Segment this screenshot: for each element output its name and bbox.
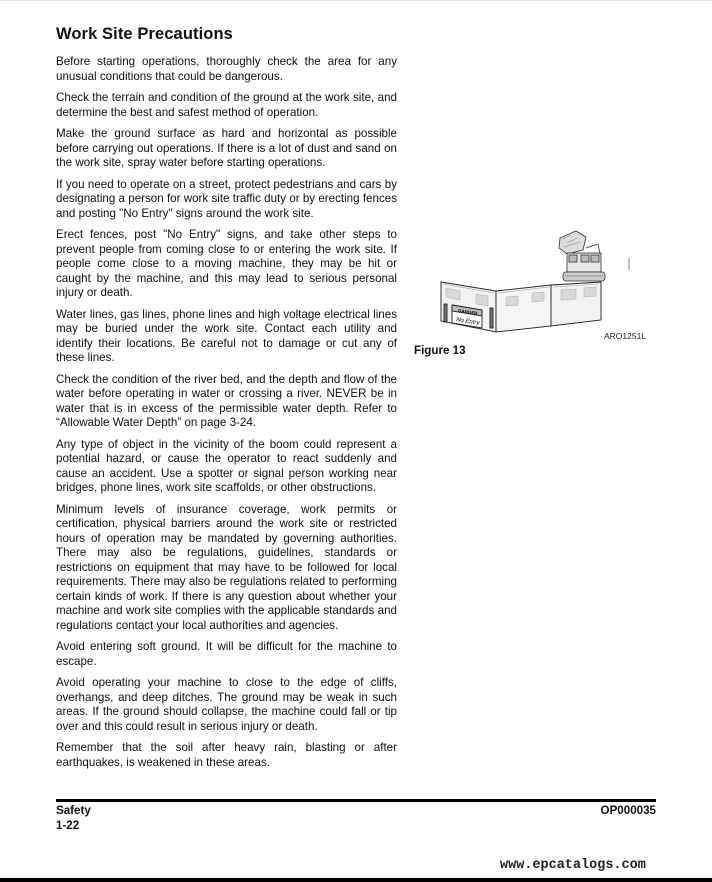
footer-rule bbox=[56, 799, 656, 802]
paragraph: If you need to operate on a street, protect pedestrians and cars by designating a person for work site traffic duty or by erecting fences and posting "No Entry" signs around the work site. bbox=[56, 177, 397, 220]
paragraph: Make the ground surface as hard and horizontal as possible before carrying out operations. If there is a lot of dust and sand on the work site, spray water before starting operations. bbox=[56, 127, 397, 169]
footer-page-number: 1-22 bbox=[56, 819, 80, 832]
paragraph: Avoid entering soft ground. It will be difficult for the machine to escape. bbox=[56, 640, 397, 668]
body-text bbox=[56, 55, 397, 777]
paragraph: Minimum levels of insurance coverage, work permits or certification, physical barriers around the work site or restricted hours of operation may be mandated by governing authorities. There may also be regulations, guidelines, standards or restrictions on equipment that may have to be followed for local requirements. There may also be regulations related to performing certain kinds of work. If there is any question about whether your machine and work site complies with the applicable standards and regulations contact your local authorities and agencies. bbox=[56, 502, 397, 632]
sign-no-entry-label: No Entry bbox=[455, 317, 480, 327]
bottom-border-line bbox=[0, 878, 712, 882]
figure-code: ARO1251L bbox=[604, 331, 647, 341]
excavator-icon bbox=[559, 231, 605, 281]
paragraph: Check the condition of the river bed, and the depth and flow of the water before operating in water or crossing a river. NEVER be in water that is in excess of the permissible water depth. Refer to “Allowable Water Depth” on page 3-24. bbox=[56, 372, 397, 429]
paragraph: Before starting operations, thoroughly check the area for any unusual conditions that could be dangerous. bbox=[56, 55, 397, 83]
paragraph: Any type of object in the vicinity of the boom could represent a potential hazard, or cause the operator to react suddenly and cause an accident. Use a spotter or signal person working near bridges, phone lines, work site scaffolds, or other obstructions. bbox=[56, 437, 397, 494]
fence-icon bbox=[441, 282, 601, 332]
footer-doc-code: OP000035 bbox=[600, 804, 656, 817]
top-border-line bbox=[0, 0, 712, 1]
paragraph: Avoid operating your machine to close to the edge of cliffs, overhangs, and deep ditches. The ground may be weak in such areas. If the ground should collapse, the machine could fall or tip over and this could result in serious injury or death. bbox=[56, 676, 397, 733]
paragraph: Check the terrain and condition of the ground at the work site, and determine the best and safest method of operation. bbox=[56, 91, 397, 119]
paragraph: Remember that the soil after heavy rain, blasting or after earthquakes, is weakened in these areas. bbox=[56, 741, 397, 769]
figure-caption: Figure 13 bbox=[414, 344, 466, 357]
paragraph: Erect fences, post "No Entry" signs, and take other steps to prevent people from coming close to or entering the work site. If people come close to a moving machine, they may be hit or caught by the machine, and this may lead to serious personal injury or death. bbox=[56, 228, 397, 299]
watermark-text: www.epcatalogs.com bbox=[500, 858, 646, 873]
footer-section-name: Safety bbox=[56, 804, 91, 817]
paragraph: Water lines, gas lines, phone lines and high voltage electrical lines may be buried under the work site. Contact each utility and identify their locations. Be careful not to damage or cut any of these lines. bbox=[56, 307, 397, 364]
sign-warning-label: DANGER bbox=[457, 308, 478, 317]
page-title: Work Site Precautions bbox=[56, 25, 233, 43]
